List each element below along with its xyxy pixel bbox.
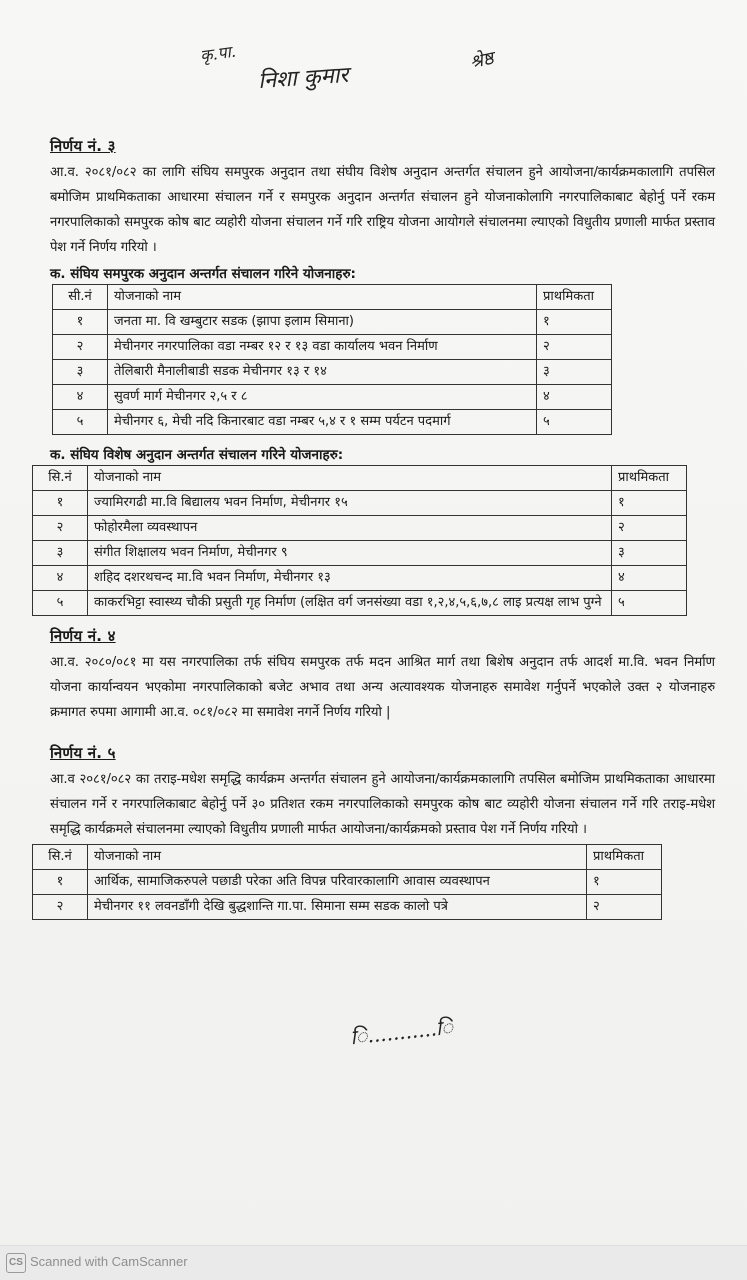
cell-priority: ३	[537, 360, 612, 385]
cell-priority: १	[612, 491, 687, 516]
header-sn: सि.नं	[33, 466, 88, 491]
cell-priority: २	[537, 335, 612, 360]
table-row	[53, 385, 612, 410]
cell-sn: ५	[53, 410, 108, 435]
subhead-special-grant: क. संघिय विशेष अनुदान अन्तर्गत संचालन गरिने योजनाहरु:	[50, 447, 344, 463]
signature-2: निशा कुमार	[257, 62, 350, 95]
signature-1: कृ.पा.	[198, 41, 237, 66]
header-project-name: योजनाको नाम	[108, 285, 537, 310]
cell-priority: १	[587, 870, 662, 895]
decision-4-paragraph: आ.व. २०८०/०८१ मा यस नगरपालिका तर्फ संघिय समपुरक तर्फ मदन आश्रित मार्ग तथा बिशेष अनुदान तर्फ आदर्श मा.वि. भवन निर्माण योजना कार्यान्वयन भएकोमा नगरपालिकाको बजेट अभाव तथा अन्य अत्यावश्यक योजनाहरु समावेश गर्नुपर्ने भएकोले उक्त २ योजनाहरु क्रमागत रुपमा आगामी आ.व. ०८१/०८२ मा समावेश नगर्ने निर्णय गरियो |	[50, 655, 715, 720]
cell-priority: ४	[612, 566, 687, 591]
decision-5-paragraph: आ.व २०८१/०८२ का तराइ-मधेश समृद्धि कार्यक्रम अन्तर्गत संचालन हुने आयोजना/कार्यक्रमकालागि तपसिल बमोजिम प्राथमिकताका आधारमा संचालन गर्ने र नगरपालिकाबाट बेहोर्नु पर्ने ३० प्रतिशत रकम नगरपालिकाको समपुरक कोष बाट व्यहोरी योजना संचालन गर्ने गरि तराइ-मधेश समृद्धि कार्यक्रमले संचालनमा ल्याएको विधुतीय प्रणाली मार्फत आयोजना/कार्यक्रमको प्रस्ताव पेश गर्ने निर्णय गरियो ।	[50, 772, 715, 837]
decision-3-section	[50, 136, 715, 616]
header-project-name: योजनाको नाम	[88, 466, 612, 491]
table-row	[33, 591, 687, 616]
table-row	[53, 310, 612, 335]
header-project-name: योजनाको नाम	[88, 845, 587, 870]
cell-priority: १	[537, 310, 612, 335]
decision-3-paragraph: आ.व. २०८१/०८२ का लागि संघिय समपुरक अनुदान तथा संघीय विशेष अनुदान अन्तर्गत संचालन हुने आयोजना/कार्यक्रमकालागि तपसिल बमोजिम प्राथमिकताका आधारमा संचालन गर्ने र समपुरक अनुदान अन्तर्गत संचालन हुने योजनाकोलागि नगरपालिकाबाट बेहोर्नु पर्ने रकम नगरपालिकाको समपुरक कोष बाट व्यहोरी योजना संचालन गर्ने गरि राष्ट्रिय योजना आयोगले संचालनमा ल्याएको विधुतीय प्रणाली मार्फत प्रस्ताव पेश गर्ने निर्णय गरियो ।	[50, 165, 715, 255]
cell-priority: २	[587, 895, 662, 920]
subhead-complementary-grant: क. संघिय समपुरक अनुदान अन्तर्गत संचालन गरिने योजनाहरु:	[50, 266, 356, 282]
cell-project-name: सुवर्ण मार्ग मेचीनगर २,५ र ८	[108, 385, 537, 410]
table-row	[33, 895, 662, 920]
document-body	[50, 136, 715, 920]
cell-sn: १	[53, 310, 108, 335]
cell-sn: ३	[33, 541, 88, 566]
cell-sn: २	[53, 335, 108, 360]
decision-5-section	[50, 743, 715, 920]
header-sn: सी.नं	[53, 285, 108, 310]
table-row	[33, 491, 687, 516]
header-priority: प्राथमिकता	[537, 285, 612, 310]
cell-project-name: जनता मा. वि खम्बुटार सडक (झापा इलाम सिमाना)	[108, 310, 537, 335]
camscanner-logo-icon: CS	[6, 1253, 26, 1273]
table-row	[33, 566, 687, 591]
header-sn: सि.नं	[33, 845, 88, 870]
cell-sn: १	[33, 870, 88, 895]
table-row	[33, 541, 687, 566]
cell-project-name: आर्थिक, सामाजिकरुपले पछाडी परेका अति विपन्न परिवारकालागि आवास व्यवस्थापन	[88, 870, 587, 895]
signature-area	[0, 20, 747, 110]
cell-sn: २	[33, 516, 88, 541]
cell-sn: १	[33, 491, 88, 516]
cell-project-name: मेचीनगर ६, मेची नदि किनारबाट वडा नम्बर ५,४ र १ सम्म पर्यटन पदमार्ग	[108, 410, 537, 435]
table-header-row	[33, 466, 687, 491]
decision-4-section	[50, 626, 715, 725]
complementary-grant-table	[52, 284, 612, 435]
cell-project-name: शहिद दशरथचन्द मा.वि भवन निर्माण, मेचीनगर १३	[88, 566, 612, 591]
cell-priority: ५	[537, 410, 612, 435]
table-row	[33, 516, 687, 541]
cell-project-name: ज्यामिरगढी मा.वि बिद्यालय भवन निर्माण, मेचीनगर १५	[88, 491, 612, 516]
bottom-signature: ि...........ि	[349, 1014, 455, 1050]
cell-sn: ३	[53, 360, 108, 385]
table-row	[53, 360, 612, 385]
cell-project-name: संगीत शिक्षालय भवन निर्माण, मेचीनगर ९	[88, 541, 612, 566]
table-header-row	[33, 845, 662, 870]
cell-project-name: काकरभिट्टा स्वास्थ्य चौकी प्रसुती गृह निर्माण (लक्षित वर्ग जनसंख्या वडा १,२,४,५,६,७,८ लाइ प्रत्यक्ष लाभ पुग्ने	[88, 591, 612, 616]
decision-5-heading: निर्णय नं. ५	[50, 744, 116, 762]
cell-project-name: तेलिबारी मैनालीबाडी सडक मेचीनगर १३ र १४	[108, 360, 537, 385]
cell-priority: २	[612, 516, 687, 541]
table-row	[53, 410, 612, 435]
camscanner-footer	[0, 1245, 747, 1280]
cell-priority: ४	[537, 385, 612, 410]
cell-project-name: मेचीनगर ११ लवनडाँगी देखि बुद्धशान्ति गा.पा. सिमाना सम्म सडक कालो पत्रे	[88, 895, 587, 920]
cell-sn: २	[33, 895, 88, 920]
table-header-row	[53, 285, 612, 310]
cell-priority: ३	[612, 541, 687, 566]
cell-project-name: मेचीनगर नगरपालिका वडा नम्बर १२ र १३ वडा कार्यालय भवन निर्माण	[108, 335, 537, 360]
decision-4-heading: निर्णय नं. ४	[50, 627, 116, 645]
cell-sn: ४	[53, 385, 108, 410]
special-grant-table	[32, 465, 687, 616]
cell-sn: ४	[33, 566, 88, 591]
table-row	[53, 335, 612, 360]
cell-project-name: फोहोरमैला व्यवस्थापन	[88, 516, 612, 541]
decision-3-heading: निर्णय नं. ३	[50, 137, 116, 155]
camscanner-watermark-text: Scanned with CamScanner	[30, 1254, 188, 1269]
cell-priority: ५	[612, 591, 687, 616]
header-priority: प्राथमिकता	[612, 466, 687, 491]
header-priority: प्राथमिकता	[587, 845, 662, 870]
signature-3: श्रेष्ठ	[468, 47, 496, 74]
table-row	[33, 870, 662, 895]
terai-madhesh-table	[32, 844, 662, 920]
cell-sn: ५	[33, 591, 88, 616]
